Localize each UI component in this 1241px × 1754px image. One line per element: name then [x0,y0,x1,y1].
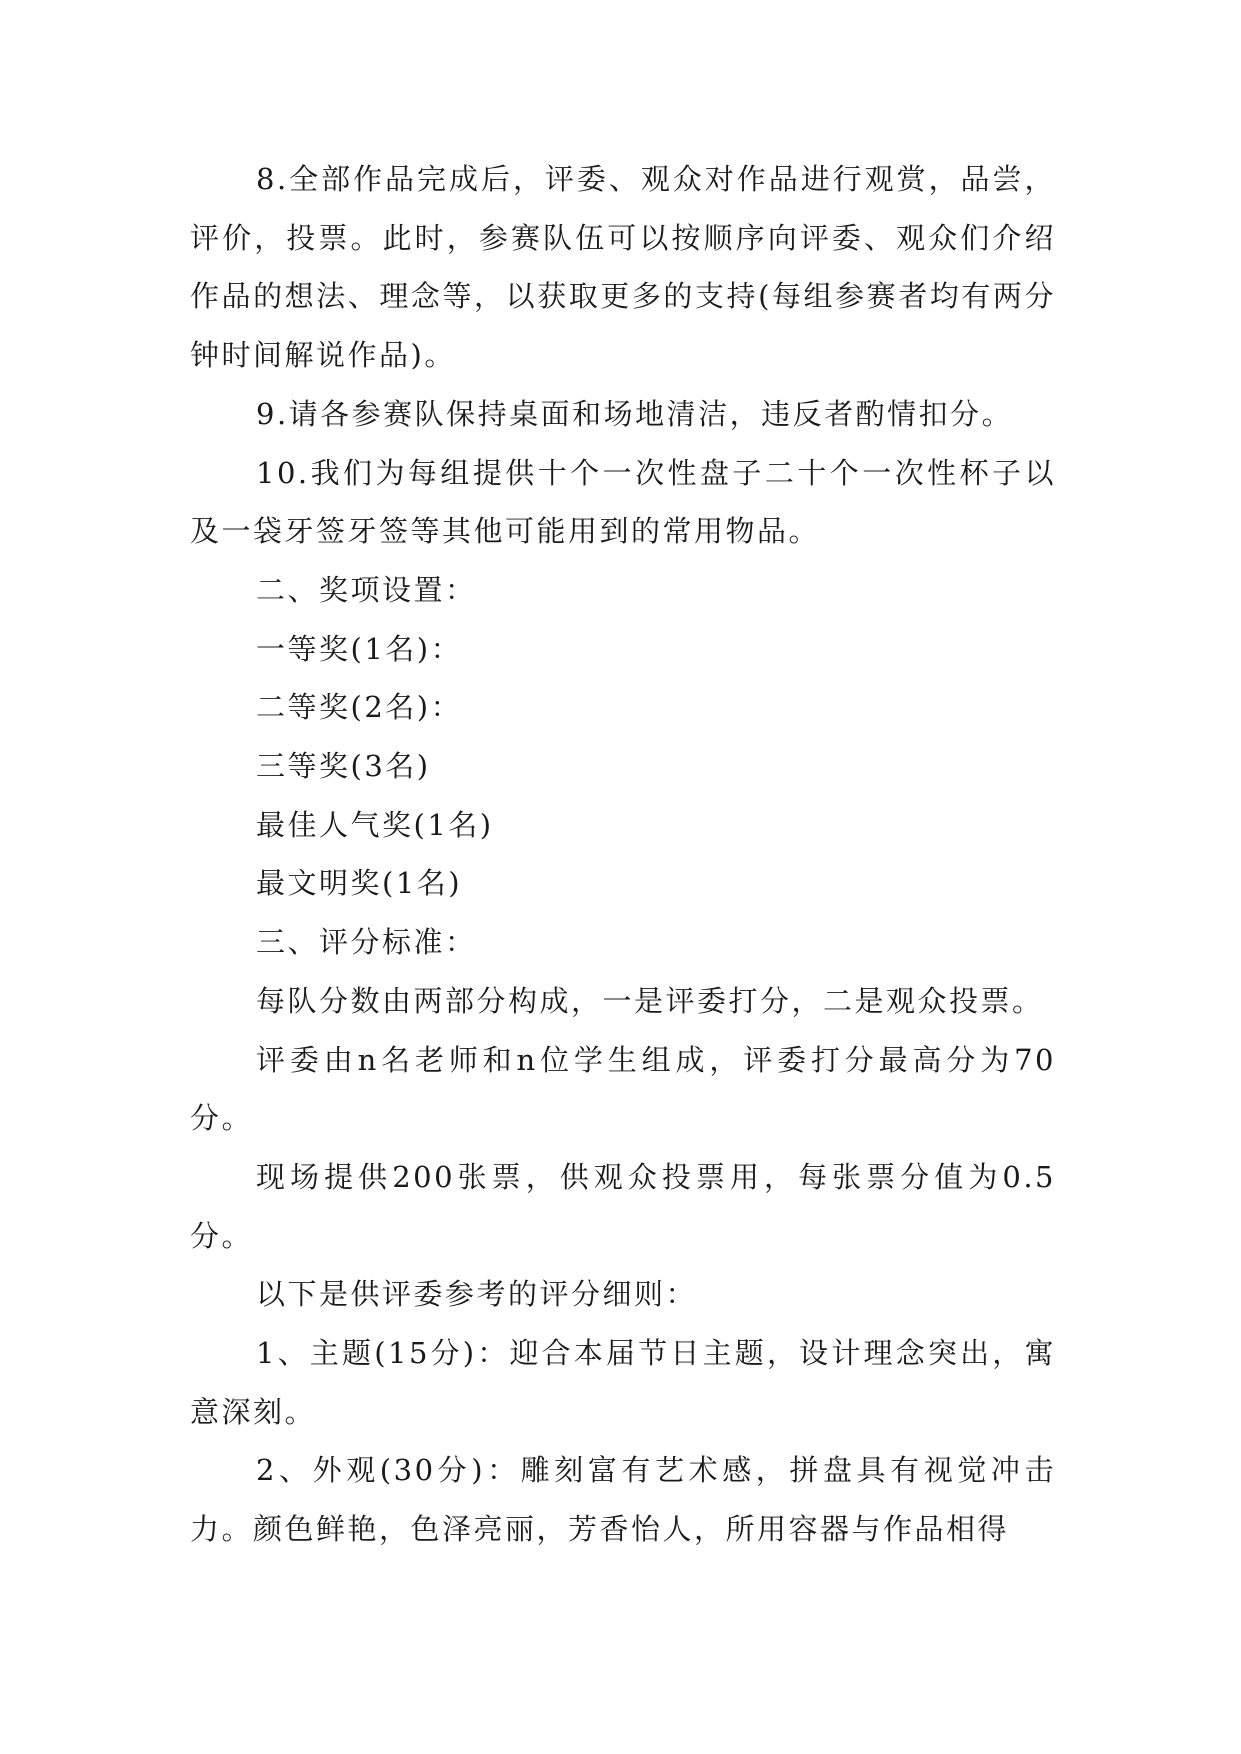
scoring-audience-votes: 现场提供200张票，供观众投票用，每张票分值为0.5分。 [190,1159,1056,1253]
section-heading-awards: 二、奖项设置： [256,572,477,607]
scoring-rule-appearance: 2、外观(30分)：雕刻富有艺术感，拼盘具有视觉冲击力。颜色鲜艳，色泽亮丽，芳香怡人，所用容器与作品相得 [190,1453,1056,1547]
scoring-rules-intro: 以下是供评委参考的评分细则： [256,1277,698,1312]
award-popularity: 最佳人气奖(1名) [256,807,494,842]
paragraph-item-8: 8.全部作品完成后，评委、观众对作品进行观赏，品尝，评价，投票。此时，参赛队伍可以按顺序向评委、观众们介绍作品的想法、理念等，以获取更多的支持(每组参赛者均有两分钟时间解说作品)。 [190,162,1056,373]
award-civility: 最文明奖(1名) [256,866,463,901]
award-second-prize: 二等奖(2名)： [256,690,463,725]
paragraph-item-9: 9.请各参赛队保持桌面和场地清洁，违反者酌情扣分。 [256,396,1014,431]
scoring-judges: 评委由n名老师和n位学生组成，评委打分最高分为70分。 [190,1042,1056,1136]
paragraph-item-10: 10.我们为每组提供十个一次性盘子二十个一次性杯子以及一袋牙签牙签等其他可能用到的常用物品。 [190,455,1056,549]
scoring-rule-theme: 1、主题(15分)：迎合本届节日主题，设计理念突出，寓意深刻。 [190,1336,1056,1429]
scoring-composition: 每队分数由两部分构成，一是评委打分，二是观众投票。 [256,983,1044,1018]
section-heading-scoring: 三、评分标准： [256,925,477,960]
award-third-prize: 三等奖(3名) [256,749,431,784]
document-page [190,150,1056,1559]
award-first-prize: 一等奖(1名)： [256,631,463,666]
